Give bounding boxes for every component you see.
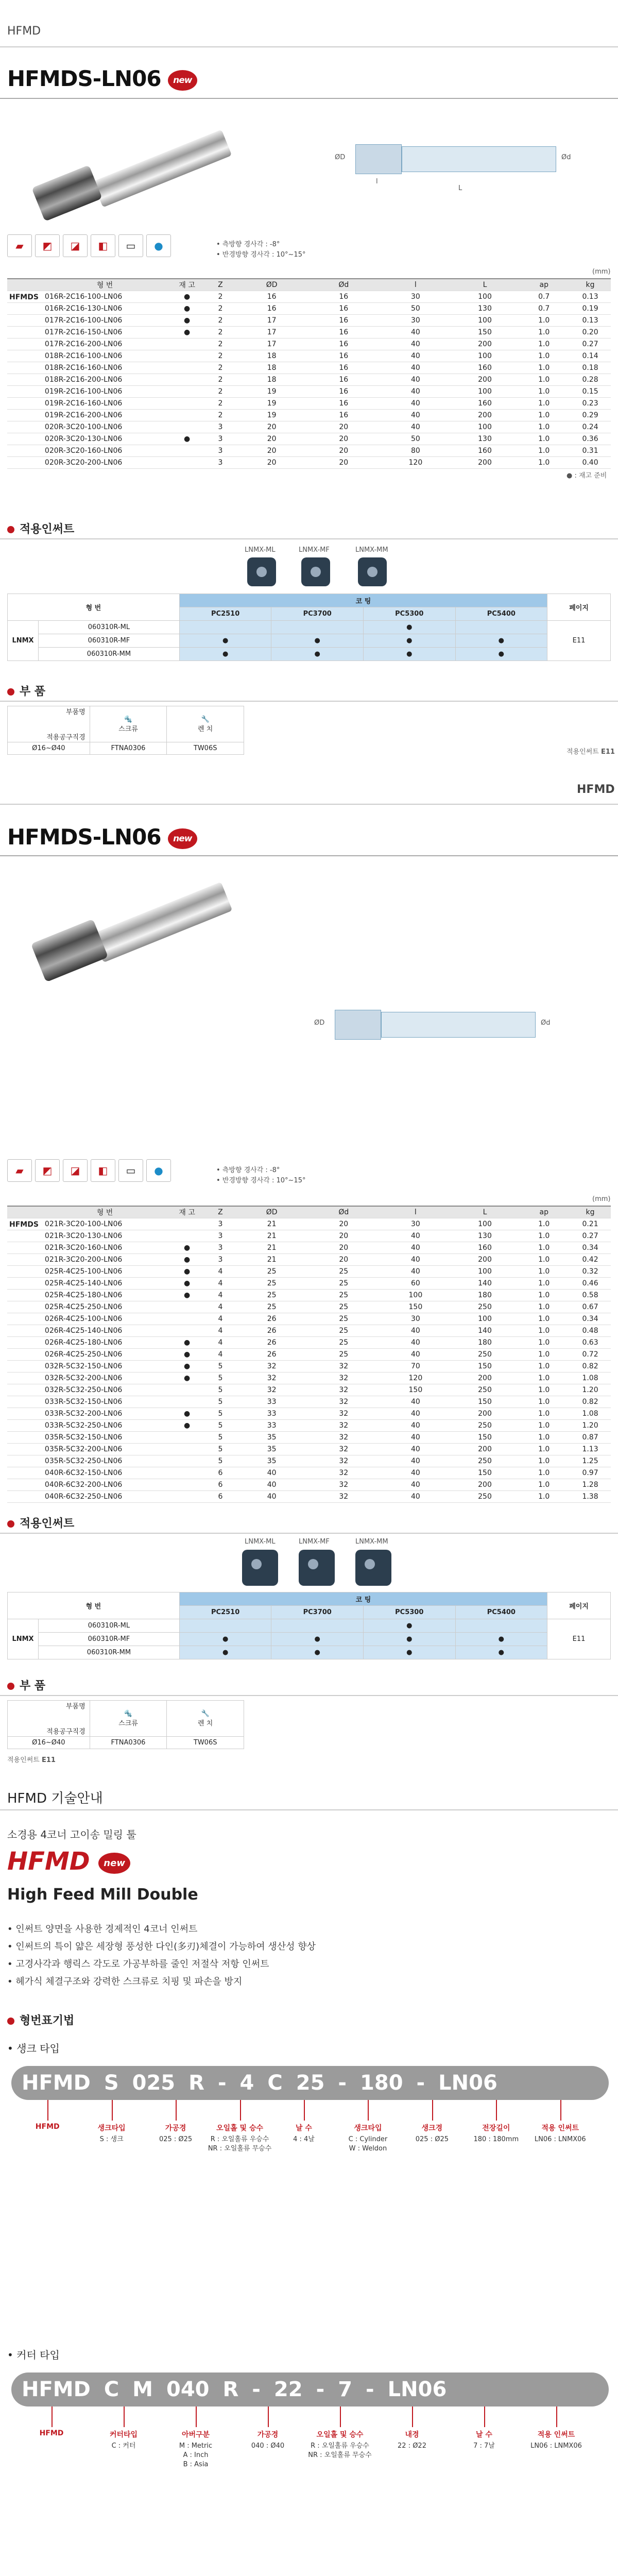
- connector-line: [112, 2100, 113, 2121]
- notes: • 측방향 경사각 : -8° • 반경방향 경사각 : 10°~15°: [216, 241, 306, 259]
- table-row: 033R-5C32-200-LN06 ● 5 33 32 40 200 1.0 1.08: [7, 1408, 611, 1419]
- table-row: 032R-5C32-200-LN06 ● 5 32 32 120 200 1.0 1.08: [7, 1372, 611, 1384]
- tool-image-2: [21, 876, 237, 979]
- table-row: 021R-3C20-200-LN06 ● 3 21 20 40 200 1.0 0.42: [7, 1253, 611, 1265]
- new-badge: new: [168, 828, 197, 849]
- stock-footnote: ● : 재고 준비: [566, 472, 607, 480]
- code-desc: M : Metric A : Inch B : Asia: [179, 2442, 213, 2468]
- table-row: HFMDS 021R-3C20-100-LN06 3 21 20 30 100 1.0 0.21: [7, 1218, 611, 1230]
- insert-name: LNMX-MM: [355, 546, 388, 554]
- code-segment: 22: [273, 2378, 303, 2401]
- guide-subtitle: 소경용 4코너 고이송 밀링 툴: [7, 1828, 136, 1841]
- code-label: 생크타입: [97, 2124, 126, 2132]
- connector-line: [176, 2100, 177, 2121]
- code-label: 날 수: [476, 2431, 492, 2439]
- table-row: 021R-3C20-160-LN06 ● 3 21 20 40 160 1.0 0.34: [7, 1242, 611, 1253]
- code-desc: LN06 : LNMX06: [534, 2136, 586, 2143]
- table-row: 018R-2C16-100-LN06 2 18 16 40 100 1.0 0.14: [7, 350, 611, 362]
- table-row: 019R-2C16-100-LN06 2 19 16 40 100 1.0 0.15: [7, 385, 611, 397]
- spec-table-1: 형 번 재 고 Z ØD Ød l L ap kg HFMDS 016R-2C16-100-LN06 ● 2 16 16 30 100 0.7 0.13 016R-2C16-130-LN06 ● 2 16 16 50 130 0.7 0.19 017R-2C16-100-LN06 ● 2 17 16 30 100 1.0 0.13 017R-2C16-150-LN06 ● 2 17 16 40 150 1.0 0.20 017R-2C16-200-LN06 2 17 16 40 200 1.0 0.27 018R-2C16-100-LN06 2 18 16 40 100 1.0 0.14 018R-2C16-160-LN06 2 18 16 40 160 1.0 0.18 018R-2C16-200-LN06 2 18 16 40 200 1.0 0.28 019R-2C16-100-LN06 2 19 16 40 100 1.0 0.15 019R-2C16-160-LN06 2 19 16 40 160 1.0 0.23 019R-2C16-200-LN06 2 19 16 40 200 1.0 0.29 020R-3C20-100-LN06 3 20 20 40 100 1.0 0.24 020R-3C20-130-LN06 ● 3 20 20 50 130 1.0 0.36 020R-3C20-160-LN06 3 20 20 80 160 1.0 0.31 020R-3C20-200-LN06 3 20 20 120 200 1.0 0.40: [7, 278, 611, 469]
- inserts-title-1: 적용인써트: [7, 520, 74, 536]
- unit-label-2: (mm): [592, 1195, 611, 1203]
- insert-image: [301, 557, 330, 586]
- code-segment: HFMD: [22, 2071, 91, 2095]
- code-desc: C : Cylinder W : Weldon: [348, 2136, 388, 2153]
- tool-image: [21, 118, 237, 222]
- code-segment: 040: [166, 2378, 210, 2401]
- cutter-code-bar: [11, 2372, 609, 2406]
- code-desc: R : 오일홀류 우승수 NR : 오일홀류 무승수: [308, 2442, 372, 2459]
- code-label: 생크경: [421, 2124, 443, 2132]
- material-icons-2: ▰ ◩ ◪ ◧ ▭ ●: [7, 1159, 171, 1182]
- table-row: 025R-4C25-100-LN06 ● 4 25 25 40 100 1.0 0.32: [7, 1265, 611, 1277]
- table-row: 040R-6C32-150-LN06 6 40 32 40 150 1.0 0.97: [7, 1467, 611, 1479]
- product-title: HFMDS-LN06 new: [7, 66, 197, 91]
- code-segment: HFMD: [22, 2378, 91, 2401]
- code-label: 내경: [405, 2431, 419, 2439]
- tool-drawing: ØD Ød l L: [335, 129, 566, 191]
- table-row: 026R-4C25-100-LN06 4 26 25 30 100 1.0 0.34: [7, 1313, 611, 1325]
- insert-table-2: 형 번 코 팅 페이지 PC2510 PC3700 PC5300 PC5400 LNMX 060310R-ML ● E11 060310R-MF ● ● ● ● 060310R-MM ● ● ● ●: [7, 1592, 611, 1659]
- table-row: 025R-4C25-140-LN06 ● 4 25 25 60 140 1.0 0.46: [7, 1277, 611, 1289]
- table-row: 033R-5C32-150-LN06 5 33 32 40 150 1.0 0.82: [7, 1396, 611, 1408]
- notes-2: • 측방향 경사각 : -8° • 반경방향 경사각 : 10°~15°: [216, 1166, 306, 1184]
- code-segment: 025: [132, 2071, 176, 2095]
- insert-image: [355, 1550, 391, 1586]
- connector-line: [368, 2100, 369, 2121]
- product-title-2: HFMDS-LN06 new: [7, 824, 197, 850]
- code-desc: R : 오일홀류 우승수 NR : 오일홀류 무승수: [208, 2136, 272, 2153]
- table-row: 025R-4C25-250-LN06 4 25 25 150 250 1.0 0.67: [7, 1301, 611, 1313]
- code-desc: S : 생크: [99, 2136, 124, 2143]
- code-label: 전장길이: [482, 2124, 510, 2132]
- table-row: 018R-2C16-200-LN06 2 18 16 40 200 1.0 0.28: [7, 374, 611, 385]
- code-label: 적용 인써트: [541, 2124, 579, 2132]
- parts-ref-2: 적용인써트 E11: [7, 1756, 56, 1764]
- insert-image: [299, 1550, 335, 1586]
- guide-title: HFMD 기술안내: [7, 1791, 103, 1806]
- insert-name: LNMX-ML: [245, 546, 276, 554]
- code-label: 가공경: [257, 2431, 279, 2439]
- legend-title: 형번표기법: [7, 2012, 74, 2028]
- code-desc: 040 : Ø40: [251, 2442, 285, 2450]
- code-segment: 25: [296, 2071, 325, 2095]
- code-segment: 4: [239, 2071, 254, 2095]
- guide-bullet: • 고경사각과 행릭스 각도로 가공부하를 줄인 저절삭 저항 인써트: [7, 1959, 269, 1970]
- code-label: 가공경: [165, 2124, 186, 2132]
- table-row: 017R-2C16-200-LN06 2 17 16 40 200 1.0 0.27: [7, 338, 611, 350]
- table-row: 033R-5C32-250-LN06 ● 5 33 32 40 250 1.0 1.20: [7, 1419, 611, 1431]
- table-row: 040R-6C32-250-LN06 6 40 32 40 250 1.0 1.38: [7, 1490, 611, 1502]
- parts-table-2: 부품명 적용공구직경 🔩 스크류 🔧 렌 치 Ø16~Ø40 FTNA0306 TW06S: [7, 1700, 244, 1749]
- code-desc: 7 : 7날: [473, 2442, 495, 2450]
- table-row: 016R-2C16-130-LN06 ● 2 16 16 50 130 0.7 0.19: [7, 302, 611, 314]
- code-desc: 025 : Ø25: [159, 2136, 193, 2143]
- connector-line: [484, 2406, 485, 2427]
- connector-line: [412, 2406, 413, 2427]
- table-row: 021R-3C20-130-LN06 3 21 20 40 130 1.0 0.27: [7, 1230, 611, 1242]
- parts-title-1: 부 품: [7, 683, 45, 699]
- insert-image: [358, 557, 387, 586]
- guide-bullet: • 인써트의 특이 얇은 세장형 풍성한 다인(多刃)체결이 가능하여 생산성 향상: [7, 1941, 316, 1952]
- code-segment: -: [252, 2378, 261, 2401]
- insert-name: LNMX-ML: [245, 1538, 276, 1546]
- table-row: 040R-6C32-200-LN06 6 40 32 40 200 1.0 1.28: [7, 1479, 611, 1490]
- code-segment: S: [104, 2071, 119, 2095]
- code-segment: R: [188, 2071, 204, 2095]
- cutter-type-title: • 커터 타입: [7, 2349, 60, 2361]
- code-label: 커터타입: [109, 2431, 138, 2439]
- table-row: 017R-2C16-100-LN06 ● 2 17 16 30 100 1.0 0.13: [7, 314, 611, 326]
- code-desc: 025 : Ø25: [415, 2136, 449, 2143]
- code-segment: M: [132, 2378, 153, 2401]
- connector-line: [124, 2406, 125, 2427]
- connector-line: [556, 2406, 557, 2427]
- parts-table-1: 부품명 적용공구직경 🔩 스크류 🔧 렌 치 Ø16~Ø40 FTNA0306 TW06S: [7, 706, 244, 755]
- code-label: 날 수: [296, 2124, 312, 2132]
- table-row: 026R-4C25-140-LN06 4 26 25 40 140 1.0 0.48: [7, 1325, 611, 1336]
- connector-line: [240, 2100, 241, 2121]
- code-label: HFMD: [35, 2123, 60, 2131]
- connector-line: [52, 2406, 53, 2427]
- code-desc: 22 : Ø22: [398, 2442, 426, 2450]
- code-desc: 180 : 180mm: [473, 2136, 519, 2143]
- tool-drawing-2: ØD Ød: [314, 994, 546, 1056]
- table-row: 025R-4C25-180-LN06 ● 4 25 25 100 180 1.0 0.58: [7, 1289, 611, 1301]
- insert-table-1: 형 번 코 팅 페이지 PC2510 PC3700 PC5300 PC5400 LNMX 060310R-ML ● E11 060310R-MF ● ● ● ● 060310R-MM ● ● ● ●: [7, 594, 611, 661]
- inserts-title-2: 적용인써트: [7, 1515, 74, 1531]
- code-segment: -: [338, 2071, 347, 2095]
- table-row: 020R-3C20-130-LN06 ● 3 20 20 50 130 1.0 0.36: [7, 433, 611, 445]
- code-segment: LN06: [438, 2071, 497, 2095]
- table-row: 019R-2C16-160-LN06 2 19 16 40 160 1.0 0.23: [7, 397, 611, 409]
- brand-label-2: HFMD: [577, 783, 615, 796]
- connector-line: [196, 2406, 197, 2427]
- new-badge: new: [168, 70, 197, 91]
- brand-label: HFMD: [7, 25, 41, 38]
- connector-line: [268, 2406, 269, 2427]
- table-row: 026R-4C25-180-LN06 ● 4 26 25 40 180 1.0 0.63: [7, 1336, 611, 1348]
- connector-line: [340, 2406, 341, 2427]
- table-row: 035R-5C32-200-LN06 5 35 32 40 200 1.0 1.13: [7, 1443, 611, 1455]
- code-label: 오일홀 및 승수: [316, 2431, 364, 2439]
- table-row: 019R-2C16-200-LN06 2 19 16 40 200 1.0 0.29: [7, 409, 611, 421]
- spec-table-2: 형 번 재 고 Z ØD Ød l L ap kg HFMDS 021R-3C20-100-LN06 3 21 20 30 100 1.0 0.21 021R-3C20-130-LN06 3 21 20 40 130 1.0 0.27 021R-3C20-160-LN06 ● 3 21 20 40 160 1.0 0.34 021R-3C20-200-LN06 ● 3 21 20 40 200 1.0 0.42 025R-4C25-100-LN06 ● 4 25 25 40 100 1.0 0.32 025R-4C25-140-LN06 ● 4 25 25 60 140 1.0 0.46 025R-4C25-180-LN06 ● 4 25 25 100 180 1.0 0.58 025R-4C25-250-LN06 4 25 25 150 250 1.0 0.67 026R-4C25-100-LN06 4 26 25 30 100 1.0 0.34 026R-4C25-140-LN06 4 26 25 40 140 1.0 0.48 026R-4C25-180-LN06 ● 4 26 25 40 180 1.0 0.63 026R-4C25-250-LN06 ● 4 26 25 40 250 1.0 0.72 032R-5C32-150-LN06 ● 5 32 32 70 150 1.0 0.82 032R-5C32-200-LN06 ● 5 32 32 120 200 1.0 1.08 032R-5C32-250-LN06 5 32 32 150 250 1.0 1.20 033R-5C32-150-LN06 5 33 32 40 150 1.0 0.82 033R-5C32-200-LN06 ● 5 33 32 40 200 1.0 1.08 033R-5C32-250-LN06 ● 5 33 32 40 250 1.0 1.20 035R-5C32-150-LN06 5 35 32 40 150 1.0 0.87 035R-5C32-200-LN06 5 35 32 40 200 1.0 1.13 035R-5C32-250-LN06 5 35 32 40 250 1.0 1.25 040R-6C32-150-LN06 6 40 32 40 150 1.0 0.97 040R-6C32-200-LN06 6 40 32 40 200 1.0 1.28 040R-6C32-250-LN06 6 40 32 40 250 1.0 1.38: [7, 1206, 611, 1503]
- parts-ref: 적용인써트 E11: [566, 748, 615, 756]
- table-row: 020R-3C20-160-LN06 3 20 20 80 160 1.0 0.31: [7, 445, 611, 456]
- connector-line: [560, 2100, 561, 2121]
- code-label: 적용 인써트: [537, 2431, 575, 2439]
- code-segment: R: [222, 2378, 239, 2401]
- insert-name: LNMX-MF: [299, 546, 330, 554]
- table-row: 032R-5C32-250-LN06 5 32 32 150 250 1.0 1.20: [7, 1384, 611, 1396]
- unit-label: (mm): [592, 268, 611, 276]
- code-segment: -: [316, 2378, 325, 2401]
- connector-line: [47, 2100, 48, 2121]
- connector-line: [304, 2100, 305, 2121]
- code-segment: -: [416, 2071, 425, 2095]
- guide-bullet: • 인써트 양면을 사용한 경제적인 4코너 인써트: [7, 1924, 198, 1935]
- code-segment: C: [104, 2378, 119, 2401]
- table-row: 032R-5C32-150-LN06 ● 5 32 32 70 150 1.0 0.82: [7, 1360, 611, 1372]
- code-segment: -: [217, 2071, 227, 2095]
- table-row: 035R-5C32-250-LN06 5 35 32 40 250 1.0 1.25: [7, 1455, 611, 1467]
- table-row: 035R-5C32-150-LN06 5 35 32 40 150 1.0 0.87: [7, 1431, 611, 1443]
- insert-image: [242, 1550, 278, 1586]
- table-row: 020R-3C20-200-LN06 3 20 20 120 200 1.0 0.40: [7, 456, 611, 468]
- code-desc: LN06 : LNMX06: [530, 2442, 582, 2450]
- table-row: 020R-3C20-100-LN06 3 20 20 40 100 1.0 0.24: [7, 421, 611, 433]
- code-label: HFMD: [39, 2429, 64, 2437]
- code-segment: C: [267, 2071, 283, 2095]
- code-desc: 4 : 4날: [293, 2136, 315, 2143]
- code-segment: 180: [360, 2071, 403, 2095]
- code-label: 오일홀 및 승수: [216, 2124, 263, 2132]
- shank-type-title: • 생크 타입: [7, 2042, 60, 2055]
- connector-line: [496, 2100, 497, 2121]
- parts-title-2: 부 품: [7, 1677, 45, 1693]
- table-row: HFMDS 016R-2C16-100-LN06 ● 2 16 16 30 100 0.7 0.13: [7, 291, 611, 302]
- insert-image: [247, 557, 276, 586]
- material-icons: ▰ ◩ ◪ ◧ ▭ ●: [7, 234, 171, 257]
- table-row: 018R-2C16-160-LN06 2 18 16 40 160 1.0 0.18: [7, 362, 611, 374]
- insert-name: LNMX-MF: [299, 1538, 330, 1546]
- code-label: 생크타입: [354, 2124, 382, 2132]
- guide-bullet: • 헤가식 체결구조와 강력한 스크류로 치핑 및 파손을 방지: [7, 1976, 243, 1987]
- table-row: 026R-4C25-250-LN06 ● 4 26 25 40 250 1.0 0.72: [7, 1348, 611, 1360]
- guide-logo: HFMD new: [7, 1847, 130, 1876]
- connector-line: [432, 2100, 433, 2121]
- code-segment: LN06: [387, 2378, 447, 2401]
- shank-code-bar: [11, 2066, 609, 2100]
- code-segment: 7: [338, 2378, 353, 2401]
- table-row: 017R-2C16-150-LN06 ● 2 17 16 40 150 1.0 0.20: [7, 326, 611, 338]
- insert-name: LNMX-MM: [355, 1538, 388, 1546]
- code-label: 아버구분: [181, 2431, 210, 2439]
- guide-product: High Feed Mill Double: [7, 1886, 198, 1904]
- code-desc: C : 커터: [111, 2442, 136, 2450]
- code-segment: -: [366, 2378, 374, 2401]
